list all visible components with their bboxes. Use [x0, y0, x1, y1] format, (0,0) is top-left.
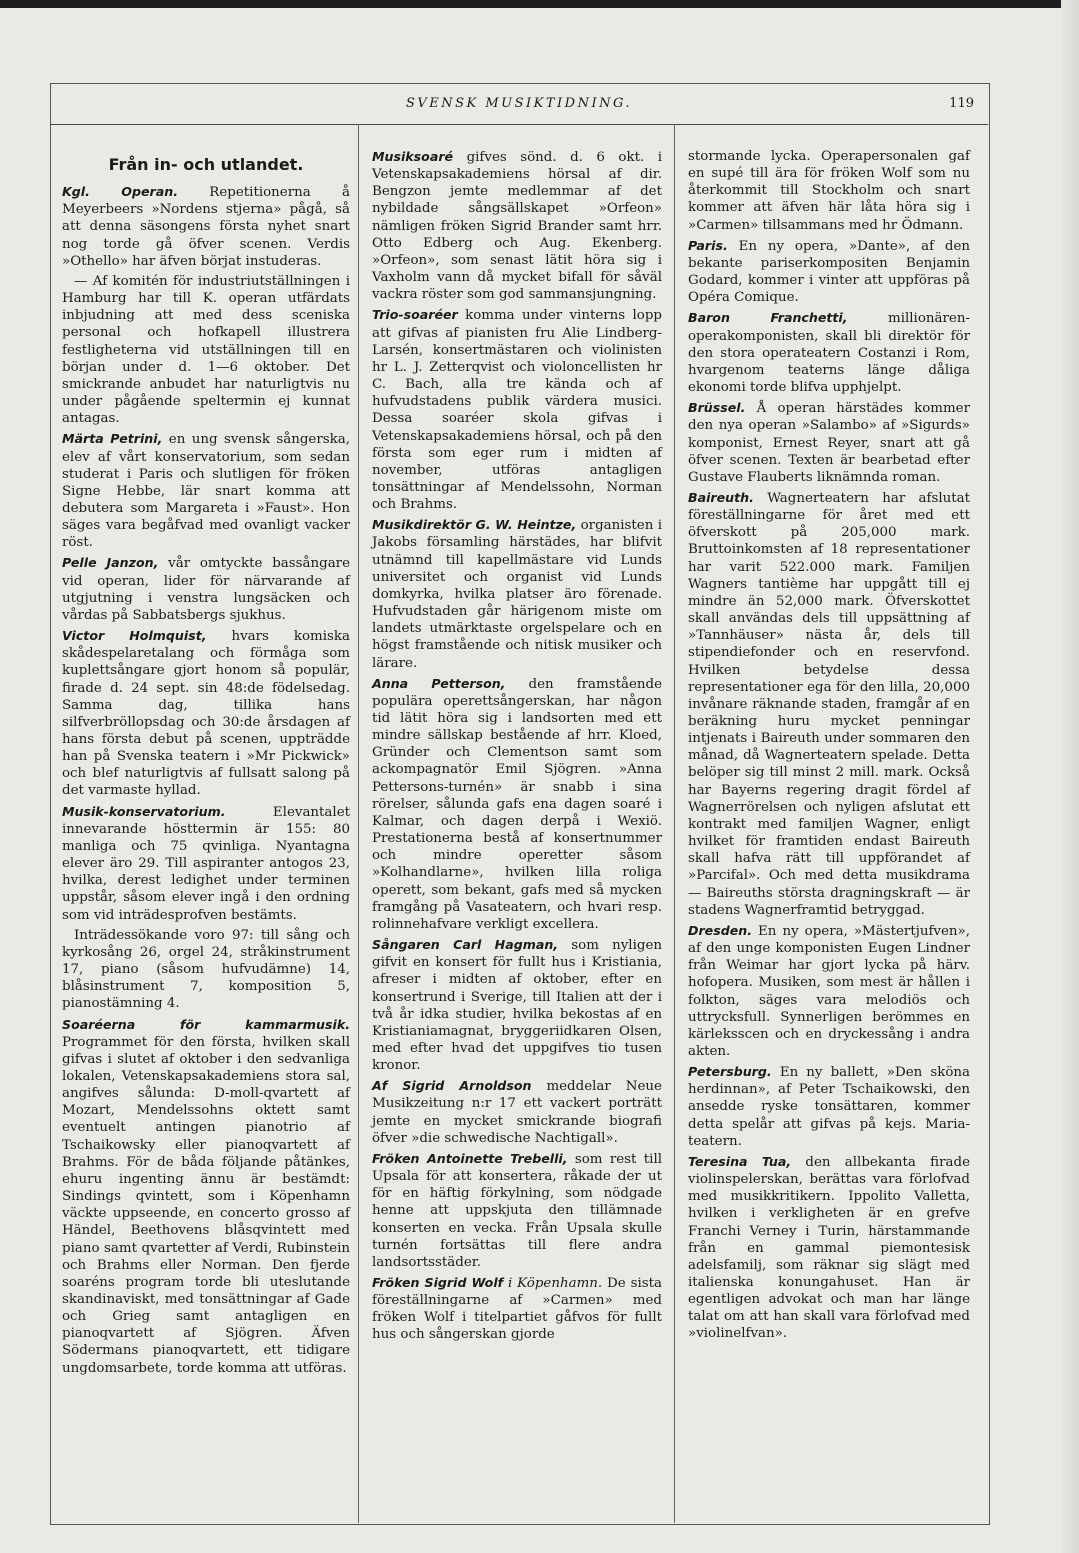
article-body: millionären-operakomponisten, skall bli direktör för den stora operateatern Costanzi i Rom, hvargenom teaterns länge dåliga ekonomi torde blifva upphjelpt.	[688, 311, 970, 396]
article-musiksoare	[372, 148, 662, 303]
article-body: organisten i Jakobs församling härstädes, har blifvit utnämnd till kapellmästare vid Lunds universitet och organist vid Lunds domkyrka, hvilka platser äro förenade. Hufvudstaden går härigenom miste om landets utmärktaste orgelspelare och en högst framstående och nitisk musiker och lärare.	[372, 518, 662, 671]
column-1	[62, 148, 350, 1377]
article-body: En ny ballett, »Den sköna herdinnan», af Peter Tschaikowski, den ansedde ryske tonsättaren, kommer detta spelår att gifvas på kejs. Maria-teatern.	[688, 1065, 970, 1149]
article-trebelli	[372, 1150, 662, 1271]
article-baireuth	[688, 489, 970, 919]
article-heading: Baireuth.	[688, 489, 754, 505]
article-anna-petterson	[372, 675, 662, 933]
article-marta-petrini	[62, 430, 350, 551]
article-body: Repetitionerna å Meyerbeers »Nordens stjerna» pågå, så att denna säsongens första nyhet snart nog torde gå öfver scenen. Verdis »Othello» har äfven börjat instuderas.	[62, 185, 350, 269]
column-rule-1	[358, 124, 359, 1523]
article-petersburg	[688, 1063, 970, 1150]
article-pelle-janzon	[62, 554, 350, 624]
article-heading: Petersburg.	[688, 1064, 772, 1080]
scan-top-edge	[0, 0, 1079, 8]
article-place: i Köpenhamn.	[508, 1276, 603, 1291]
article-body: som rest till Upsala för att konsertera, råkade der ut för en häftig förkylning, som nödgade henne att uppskjuta den tillämnade konserten en vecka. Från Upsala skulle turnén fortsättas till flere andra landsortsstäder.	[372, 1151, 663, 1270]
article-heading: Märta Petrini,	[62, 431, 163, 447]
article-carl-hagman	[372, 936, 662, 1074]
article-heading: Fröken Antoinette Trebelli,	[372, 1150, 568, 1166]
article-heading: Teresina Tua,	[688, 1153, 792, 1169]
article-paris	[688, 237, 970, 307]
article-wolf-continued: stormande lycka. Operapersonalen gaf en supé till ära för fröken Wolf som nu återkommit till Stockholm och snart kommer att äfven här låta höra sig i »Carmen» tillsammans med hr Ödmann.	[688, 149, 970, 233]
article-sigrid-wolf	[372, 1274, 662, 1344]
article-trio-soareer	[372, 306, 662, 513]
article-heading: Sångaren Carl Hagman,	[372, 937, 559, 953]
article-hamburg: — Af komitén för industriutställningen i Hamburg har till K. operan utfärdats inbjudning att med dess sceniska personal och hofkapell illustrera festligheterna vid utställningen till en början under d. 1—6 oktober. Det smickrande anbudet har naturligtvis nu under pågående speltermin ej kunnat antagas.	[62, 273, 350, 427]
article-heading: Musik-konservatorium.	[62, 803, 226, 819]
article-body: Programmet för den första, hvilken skall gifvas i slutet af oktober i den sedvanliga lokalen, Vetenskapsakademiens stora sal, angifves sålunda: D-moll-qvartett af Mozart, Mendelssohns oktett samt eventuelt antingen pianotrio af Tschaikowsky eller pianoqvartett af Brahms. För de båda följande påtänkes, ehuru ingenting ännu är bestämdt: Sindings qvintett, som i Köpenhamn väckte uppseende, en concerto grosso af Händel, Beethovens blåsqvintett med piano samt qvartetter af Verdi, Rubinstein och Brahms eller Norman. Den fjerde soaréns program torde bli uteslutande skandinaviskt, med tonsättningar af Gade och Grieg samt antagligen en pianoqvartett af Sjögren. Äfven Södermans pianoqvartett, ett tidigare ungdomsarbete, torde komma att utföras.	[62, 1034, 350, 1376]
article-heading: Af Sigrid Arnoldson	[372, 1078, 532, 1094]
article-heading: Paris.	[688, 237, 728, 253]
article-intradessokande: Inträdessökande voro 97: till sång och kyrkosång 26, orgel 24, stråkinstrument 17, piano (såsom hufvudämne) 14, blåsinstrument 7, komposition 5, pianostämning 4.	[62, 927, 350, 1012]
article-brussel	[688, 399, 970, 486]
article-heading: Pelle Janzon,	[62, 555, 159, 571]
article-dresden	[688, 922, 970, 1060]
article-body: en ung svensk sångerska, elev af vårt konservatorium, som sedan studerat i Paris och slutligen för fröken Signe Hebbe, lär snart komma att debutera som Margareta i »Faust». Hon säges vara begåfvad med ovanligt vacker röst.	[62, 432, 350, 551]
article-teresina-tua	[688, 1153, 970, 1343]
article-heading: Dresden.	[688, 922, 753, 938]
article-musik-konservatorium	[62, 803, 350, 924]
article-victor-holmquist	[62, 627, 350, 800]
article-heading: Fröken Sigrid Wolf	[372, 1275, 504, 1290]
article-sigrid-arnoldson	[372, 1077, 662, 1147]
article-body: vår omtyckte bassångare vid operan, lider för närvarande af utgjutning i venstra lungsäcken och vårdas på Sabbatsbergs sjukhus.	[62, 556, 351, 623]
article-heading: Anna Petterson,	[372, 675, 506, 691]
article-body: Å operan härstädes kommer den nya operan »Salambo» af »Sigurds» komponist, Ernest Reyer, snart att gå öfver scenen. Texten är bearbetad efter Gustave Flauberts liknämnda roman.	[688, 401, 970, 485]
article-kgl-operan	[62, 183, 350, 270]
article-body: meddelar Neue Musikzeitung n:r 17 ett vackert porträtt jemte en mycket smickrande biografi öfver »die schwedische Nachtigall».	[372, 1079, 662, 1146]
article-heading: Brüssel.	[688, 400, 746, 416]
column-2	[372, 148, 662, 1344]
scan-right-edge	[1061, 0, 1079, 1553]
article-heading: Kgl. Operan.	[62, 184, 178, 200]
article-heading: Musiksoaré	[372, 149, 454, 164]
article-body: En ny opera, »Mästertjufven», af den unge komponisten Eugen Lindner från Weimar har gjort lycka på härv. hofopera. Musiken, som mest är hållen i folkton, säges vara melodiös och uttrycksfull. Synnerligen berömmes en kärleksscen och en dryckessång i andra akten.	[688, 923, 970, 1059]
article-body: den allbekanta firade violinspelerskan, berättas vara förlofvad med musikkritikern. Ippolito Valletta, hvilken i verkligheten är en grefve Franchi Verney i Turin, härstammande från en gammal piemontesisk adelsfamilj, som räknar sig slägt med italienska konungahuset. Han är egentligen advokat och man har länge talat om att han skall vara förlofvad med »violinelfvan».	[688, 1154, 970, 1342]
running-head: SVENSK MUSIKTIDNING.	[405, 96, 633, 111]
article-franchetti	[688, 309, 970, 396]
header-rule	[50, 124, 988, 125]
column-rule-2	[674, 124, 675, 1523]
article-heading: Victor Holmquist,	[62, 628, 207, 644]
article-body: Elevantalet innevarande hösttermin är 155: 80 manliga och 75 qvinliga. Nyantagna elever äro 29. Till aspiranter antogos 23, hvilka, derest ledighet under terminen uppstår, såsom elever ingå i den ordning som vid inträdesprofven bestämts.	[62, 804, 350, 923]
page-number: 119	[949, 96, 974, 111]
article-body: Wagnerteatern har afslutat föreställningarne för året med ett öfverskott på 205,000 mark. Bruttoinkomsten af 18 representationer har varit 522.000 mark. Familjen Wagners tantième har uppgått till ej mindre än 52,000 mark. Öfverskottet skall användas dels till uppsättning af »Tannhäuser» nästa år, dels till stipendiefonder och en reservfond. Hvilken betydelse dessa representationer ega för den lilla, 20,000 invånare räknande staden, framgår af en beräkning huru mycket penningar intjenats i Baireuth under sommaren den månad, då Wagnerteatern spelade. Detta belöper sig till minst 2 mill. mark. Också har Bayerns regering dragit fördel af Wagnerrörelsen och nyligen afslutat ett kontrakt med familjen Wagner, enligt hvilket för framtiden endast Baireuth skall hafva rätt till uppförandet af »Parcifal». Och med detta musikdrama — Baireuths största dragningskraft — är stadens Wagnerframtid betryggad.	[688, 490, 970, 918]
section-title: Från in- och utlandet.	[108, 155, 304, 174]
article-body: den framstående populära operettsångerskan, har någon tid lätit höra sig i landsorten med ett mindre sällskap bestående af hrr. Kloed, Gründer och Clementson samt som ackompagnatör Emil Sjögren. »Anna Pettersons-turnén» är snabb i sina rörelser, sålunda gafs ena dagen soaré i Kalmar, och dagen derpå i Wexiö. Prestationerna bestå af konsertnummer och mindre operetter såsom »Kolhandlarne», hvilken lilla roliga operett, som bekant, gafs med så mycken framgång på Vasateatern, och hvari resp. rolinnehafvare verkligt excellera.	[372, 676, 662, 932]
article-heading: Musikdirektör G. W. Heintze,	[372, 517, 577, 533]
article-body: komma under vinterns lopp att gifvas af pianisten fru Alie Lindberg-Larsén, konsertmästaren och violinisten hr L. J. Zetterqvist och violoncellisten hr C. Bach, alla tre kända och af hufvudstadens publik värdera musici. Dessa soaréer skola gifvas i Vetenskapsakademiens hörsal, och på den första som eger rum i midten af november, utföras antagligen tonsättningar af Mendelssohn, Norman och Brahms.	[372, 308, 662, 513]
article-body: gifves sönd. d. 6 okt. i Vetenskapsakademiens hörsal af dir. Bengzon jemte medlemmar af det nybildade sångsällskapet »Orfeon» nämligen fröken Sigrid Brander samt hrr. Otto Edberg och Aug. Ekenberg. »Orfeon», som senast lätit höra sig i Vaxholm vann då mycket bifall för såväl vackra röster som god sammansjungning.	[372, 150, 662, 303]
article-body: hvars komiska skådespelaretalang och förmåga som kuplettsångare gjort honom så populär, firade d. 24 sept. sin 48:de födelsedag. Samma dag, tillika hans silfverbröllopsdag och 30:de årsdagen af hans första debut på scenen, uppträdde han på Svenska teatern i »Mr Pickwick» och blef naturligtvis af fullsatt salong på det varmaste hyllad.	[62, 629, 351, 799]
article-heading: Soaréerna för kammarmusik.	[62, 1016, 350, 1032]
article-heading: Baron Franchetti,	[688, 310, 848, 326]
column-3	[688, 148, 970, 1343]
article-body: som nyligen gifvit en konsert för fullt hus i Kristiania, afreser i midten af oktober, efter en konsertrund i Sverige, till Italien att der i två år idka studier, hvilka bekostas af en Kristianiamagnat, bryggeriidkaren Olsen, med efter hvad det uppgifves tio tusen kronor.	[372, 938, 662, 1074]
article-heintze	[372, 516, 662, 671]
page-header	[50, 96, 988, 122]
article-body: En ny opera, »Dante», af den bekante pariserkompositen Benjamin Godard, kommer i vinter att uppföras på Opéra Comique.	[688, 238, 970, 306]
article-soareerna	[62, 1016, 350, 1377]
article-heading: Trio-soaréer	[372, 307, 458, 323]
article-body: De sista föreställningarne af »Carmen» med fröken Wolf i titelpartiet gåfvos för fullt hus och sångerskan gjorde	[372, 1276, 662, 1343]
